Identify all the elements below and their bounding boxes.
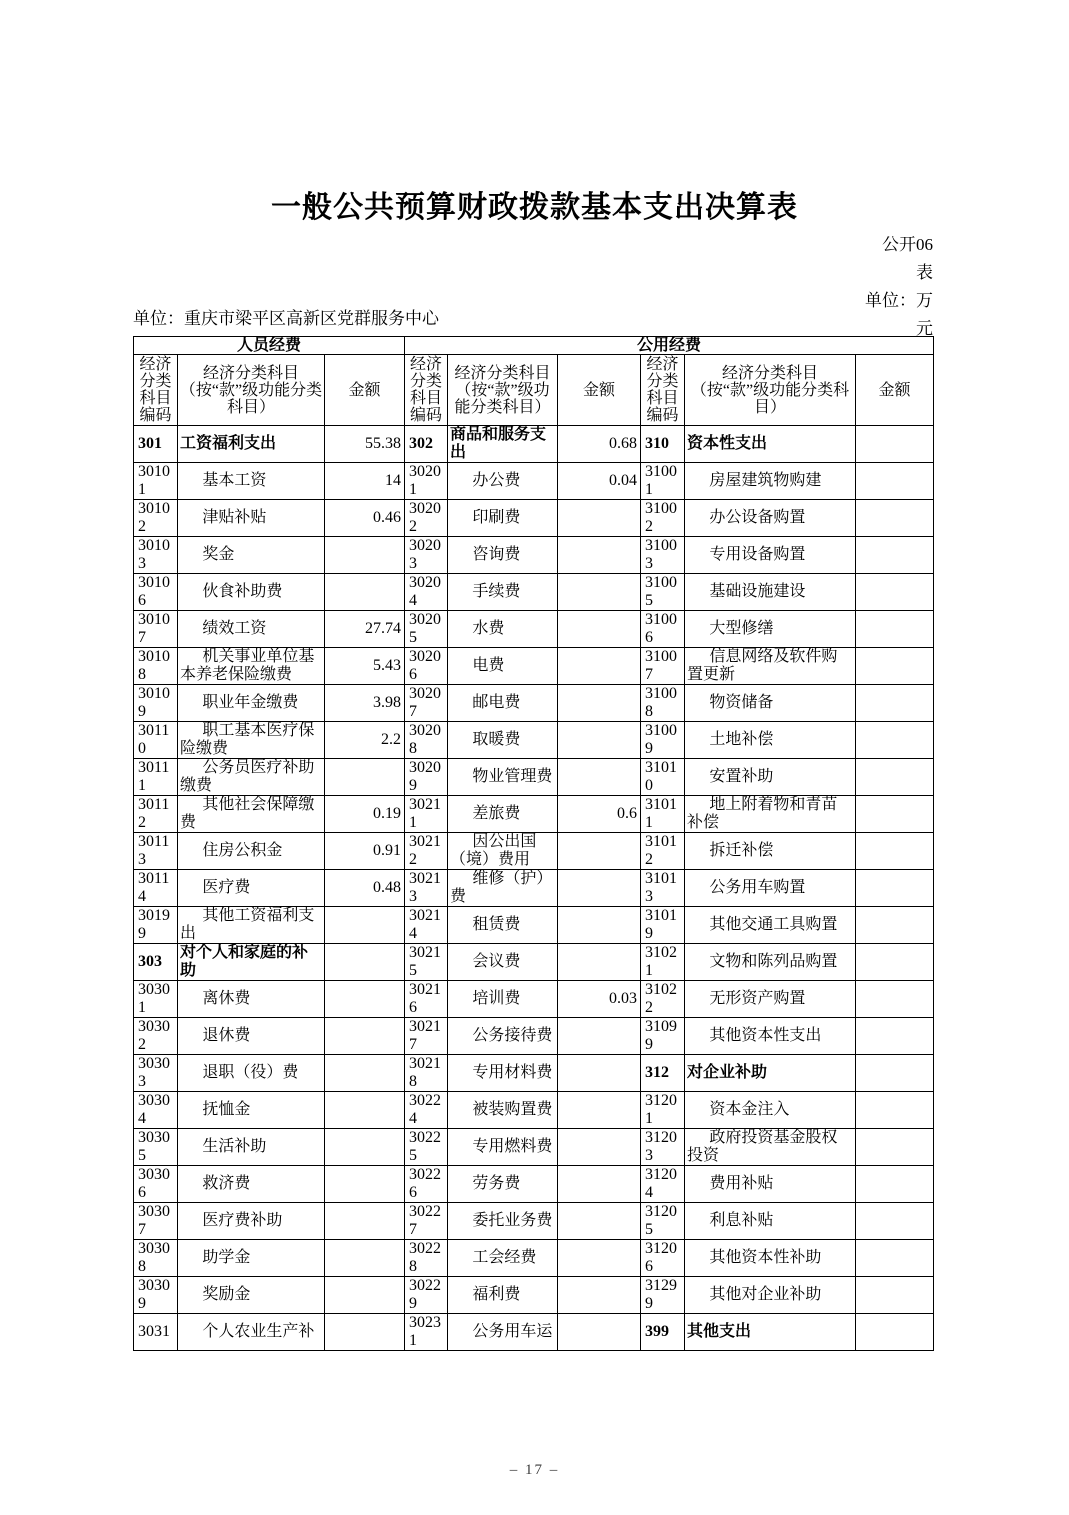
cell-amount: 55.38 (325, 426, 405, 463)
cell-amount (856, 722, 934, 759)
cell-amount (856, 611, 934, 648)
cell-amount (856, 500, 934, 537)
cell-code: 30227 (405, 1203, 448, 1240)
cell-subject: 租赁费 (448, 907, 558, 944)
cell-subject: 办公设备购置 (685, 500, 856, 537)
cell-amount (856, 537, 934, 574)
cell-subject: 劳务费 (448, 1166, 558, 1203)
cell-amount (325, 574, 405, 611)
cell-subject: 其他支出 (685, 1314, 856, 1351)
table-row (134, 611, 934, 648)
cell-amount: 0.04 (558, 463, 641, 500)
cell-code: 30102 (134, 500, 178, 537)
cell-code: 30309 (134, 1277, 178, 1314)
cell-amount (856, 1203, 934, 1240)
cell-amount (856, 944, 934, 981)
cell-subject: 其他资本性补助 (685, 1240, 856, 1277)
cell-subject: 利息补贴 (685, 1203, 856, 1240)
cell-code: 30304 (134, 1092, 178, 1129)
cell-subject: 个人农业生产补 (178, 1314, 325, 1351)
cell-code: 31009 (641, 722, 685, 759)
cell-code: 30211 (405, 796, 448, 833)
cell-amount (856, 426, 934, 463)
cell-subject: 物资储备 (685, 685, 856, 722)
cell-code: 310 (641, 426, 685, 463)
table-row (134, 1129, 934, 1166)
cell-amount (856, 463, 934, 500)
cell-subject: 咨询费 (448, 537, 558, 574)
cell-subject: 奖金 (178, 537, 325, 574)
column-header-code: 经济分类科目编码 (641, 355, 685, 426)
cell-subject: 对企业补助 (685, 1055, 856, 1092)
cell-code: 3031 (134, 1314, 178, 1351)
cell-amount (325, 1018, 405, 1055)
column-header-amount: 金额 (558, 355, 641, 426)
cell-amount (558, 907, 641, 944)
cell-code: 30106 (134, 574, 178, 611)
cell-code: 30201 (405, 463, 448, 500)
unit-of-measure-line: 单位：万 (865, 291, 933, 310)
table-row (134, 537, 934, 574)
cell-subject: 费用补贴 (685, 1166, 856, 1203)
cell-amount: 0.91 (325, 833, 405, 870)
cell-code: 301 (134, 426, 178, 463)
cell-amount (558, 722, 641, 759)
cell-amount: 0.6 (558, 796, 641, 833)
cell-code: 31011 (641, 796, 685, 833)
cell-code: 31022 (641, 981, 685, 1018)
table-row (134, 685, 934, 722)
column-header-amount: 金额 (325, 355, 405, 426)
table-row (134, 722, 934, 759)
cell-amount (856, 870, 934, 907)
cell-subject: 信息网络及软件购置更新 (685, 648, 856, 685)
cell-subject: 机关事业单位基本养老保险缴费 (178, 648, 325, 685)
cell-subject: 水费 (448, 611, 558, 648)
cell-subject: 差旅费 (448, 796, 558, 833)
cell-code: 303 (134, 944, 178, 981)
cell-code: 31013 (641, 870, 685, 907)
cell-subject: 助学金 (178, 1240, 325, 1277)
cell-subject: 商品和服务支出 (448, 426, 558, 463)
cell-amount (856, 1166, 934, 1203)
column-header-code: 经济分类科目编码 (405, 355, 448, 426)
table-row (134, 759, 934, 796)
table-row (134, 944, 934, 981)
cell-code: 30215 (405, 944, 448, 981)
budget-table (133, 336, 934, 1351)
cell-code: 30207 (405, 685, 448, 722)
cell-amount (558, 1092, 641, 1129)
cell-code: 30307 (134, 1203, 178, 1240)
cell-code: 31201 (641, 1092, 685, 1129)
cell-code: 30112 (134, 796, 178, 833)
cell-subject: 抚恤金 (178, 1092, 325, 1129)
cell-code: 30101 (134, 463, 178, 500)
cell-amount (325, 907, 405, 944)
cell-code: 302 (405, 426, 448, 463)
cell-amount (558, 1166, 641, 1203)
cell-subject: 物业管理费 (448, 759, 558, 796)
cell-code: 31019 (641, 907, 685, 944)
cell-amount (325, 759, 405, 796)
cell-code: 31205 (641, 1203, 685, 1240)
cell-subject: 福利费 (448, 1277, 558, 1314)
cell-code: 30204 (405, 574, 448, 611)
cell-amount: 0.68 (558, 426, 641, 463)
cell-subject: 公务接待费 (448, 1018, 558, 1055)
cell-subject: 奖励金 (178, 1277, 325, 1314)
cell-amount (325, 1314, 405, 1351)
column-header-subject: 经济分类科目（按“款”级功能分类科目） (178, 355, 325, 426)
cell-subject: 房屋建筑物购建 (685, 463, 856, 500)
cell-amount (856, 796, 934, 833)
cell-amount (856, 907, 934, 944)
cell-subject: 专用材料费 (448, 1055, 558, 1092)
cell-subject: 公务用车运 (448, 1314, 558, 1351)
page-number: – 17 – (509, 1462, 560, 1478)
cell-code: 31008 (641, 685, 685, 722)
cell-code: 31099 (641, 1018, 685, 1055)
cell-amount: 0.03 (558, 981, 641, 1018)
cell-subject: 拆迁补偿 (685, 833, 856, 870)
table-row (134, 1240, 934, 1277)
page-title: 一般公共预算财政拨款基本支出决算表 (271, 191, 798, 224)
cell-code: 30111 (134, 759, 178, 796)
cell-code: 30302 (134, 1018, 178, 1055)
cell-subject: 其他社会保障缴费 (178, 796, 325, 833)
cell-subject: 基本工资 (178, 463, 325, 500)
cell-subject: 职业年金缴费 (178, 685, 325, 722)
cell-amount (558, 685, 641, 722)
group-header-personnel: 人员经费 (134, 337, 405, 355)
cell-code: 30213 (405, 870, 448, 907)
cell-subject: 专用燃料费 (448, 1129, 558, 1166)
table-row (134, 1055, 934, 1092)
table-row (134, 870, 934, 907)
cell-code: 30110 (134, 722, 178, 759)
cell-subject: 印刷费 (448, 500, 558, 537)
cell-subject: 其他资本性支出 (685, 1018, 856, 1055)
cell-code: 31001 (641, 463, 685, 500)
cell-subject: 地上附着物和青苗补偿 (685, 796, 856, 833)
cell-subject: 工资福利支出 (178, 426, 325, 463)
cell-subject: 取暖费 (448, 722, 558, 759)
cell-code: 30226 (405, 1166, 448, 1203)
cell-subject: 被装购置费 (448, 1092, 558, 1129)
cell-amount (558, 870, 641, 907)
organization-name: 单位：重庆市梁平区高新区党群服务中心 (133, 309, 439, 328)
cell-amount (558, 648, 641, 685)
cell-code: 30205 (405, 611, 448, 648)
cell-amount: 0.48 (325, 870, 405, 907)
cell-amount (325, 981, 405, 1018)
cell-subject: 资本性支出 (685, 426, 856, 463)
cell-amount (856, 1240, 934, 1277)
cell-code: 31012 (641, 833, 685, 870)
table-row (134, 1092, 934, 1129)
cell-amount (856, 759, 934, 796)
cell-code: 30202 (405, 500, 448, 537)
cell-amount (325, 944, 405, 981)
cell-code: 399 (641, 1314, 685, 1351)
cell-amount (325, 1166, 405, 1203)
cell-subject: 伙食补助费 (178, 574, 325, 611)
cell-code: 30203 (405, 537, 448, 574)
cell-amount (856, 981, 934, 1018)
cell-amount (856, 833, 934, 870)
column-header-code: 经济分类科目编码 (134, 355, 178, 426)
cell-subject: 政府投资基金股权投资 (685, 1129, 856, 1166)
cell-code: 31299 (641, 1277, 685, 1314)
cell-subject: 工会经费 (448, 1240, 558, 1277)
form-code-line: 表 (916, 263, 933, 282)
column-header-subject: 经济分类科目（按“款”级功能分类科目） (685, 355, 856, 426)
cell-amount (558, 611, 641, 648)
cell-subject: 住房公积金 (178, 833, 325, 870)
cell-subject: 绩效工资 (178, 611, 325, 648)
cell-code: 30306 (134, 1166, 178, 1203)
cell-code: 31206 (641, 1240, 685, 1277)
cell-amount (325, 1055, 405, 1092)
table-row (134, 796, 934, 833)
unit-of-measure-line: 元 (916, 319, 933, 338)
cell-subject: 资本金注入 (685, 1092, 856, 1129)
cell-amount (558, 1055, 641, 1092)
cell-subject: 公务员医疗补助缴费 (178, 759, 325, 796)
cell-amount (856, 1018, 934, 1055)
cell-subject: 文物和陈列品购置 (685, 944, 856, 981)
cell-amount (558, 1203, 641, 1240)
cell-amount: 3.98 (325, 685, 405, 722)
cell-subject: 退休费 (178, 1018, 325, 1055)
cell-amount (856, 648, 934, 685)
table-row (134, 426, 934, 463)
cell-subject: 会议费 (448, 944, 558, 981)
table-row (134, 574, 934, 611)
table-row (134, 500, 934, 537)
cell-code: 30212 (405, 833, 448, 870)
cell-code: 31002 (641, 500, 685, 537)
table-row (134, 1277, 934, 1314)
cell-code: 30107 (134, 611, 178, 648)
cell-code: 31021 (641, 944, 685, 981)
cell-amount: 0.46 (325, 500, 405, 537)
cell-subject: 土地补偿 (685, 722, 856, 759)
cell-amount (325, 1277, 405, 1314)
cell-code: 30206 (405, 648, 448, 685)
cell-subject: 委托业务费 (448, 1203, 558, 1240)
table-row (134, 1203, 934, 1240)
cell-subject: 手续费 (448, 574, 558, 611)
cell-code: 30199 (134, 907, 178, 944)
column-header-amount: 金额 (856, 355, 934, 426)
form-code-line: 公开06 (882, 235, 933, 254)
cell-amount: 0.19 (325, 796, 405, 833)
cell-code: 30303 (134, 1055, 178, 1092)
cell-subject: 其他工资福利支出 (178, 907, 325, 944)
cell-code: 31003 (641, 537, 685, 574)
cell-subject: 离休费 (178, 981, 325, 1018)
cell-amount (856, 1092, 934, 1129)
cell-amount (558, 944, 641, 981)
cell-amount (558, 1314, 641, 1351)
group-header-public: 公用经费 (405, 337, 934, 355)
column-header-subject: 经济分类科目（按“款”级功能分类科目） (448, 355, 558, 426)
cell-amount (558, 1277, 641, 1314)
cell-subject: 津贴补贴 (178, 500, 325, 537)
cell-subject: 维修（护）费 (448, 870, 558, 907)
cell-amount (856, 574, 934, 611)
cell-code: 30228 (405, 1240, 448, 1277)
table-row (134, 1018, 934, 1055)
cell-code: 30225 (405, 1129, 448, 1166)
cell-code: 31203 (641, 1129, 685, 1166)
cell-code: 30109 (134, 685, 178, 722)
cell-subject: 救济费 (178, 1166, 325, 1203)
cell-code: 30301 (134, 981, 178, 1018)
cell-code: 30305 (134, 1129, 178, 1166)
cell-code: 30231 (405, 1314, 448, 1351)
cell-subject: 职工基本医疗保险缴费 (178, 722, 325, 759)
form-code-block (865, 231, 933, 343)
cell-amount (856, 685, 934, 722)
cell-amount (856, 1277, 934, 1314)
cell-subject: 大型修缮 (685, 611, 856, 648)
cell-subject: 医疗费补助 (178, 1203, 325, 1240)
cell-subject: 因公出国（境）费用 (448, 833, 558, 870)
cell-code: 30218 (405, 1055, 448, 1092)
table-row (134, 648, 934, 685)
cell-amount (558, 500, 641, 537)
table-row (134, 833, 934, 870)
cell-subject: 电费 (448, 648, 558, 685)
cell-amount (558, 1129, 641, 1166)
cell-subject: 邮电费 (448, 685, 558, 722)
cell-subject: 无形资产购置 (685, 981, 856, 1018)
table-row (134, 1166, 934, 1203)
cell-subject: 其他对企业补助 (685, 1277, 856, 1314)
table-row (134, 1314, 934, 1351)
cell-code: 30224 (405, 1092, 448, 1129)
cell-subject: 生活补助 (178, 1129, 325, 1166)
cell-code: 30113 (134, 833, 178, 870)
cell-amount (856, 1055, 934, 1092)
cell-code: 312 (641, 1055, 685, 1092)
cell-code: 30214 (405, 907, 448, 944)
table-row (134, 907, 934, 944)
cell-code: 30108 (134, 648, 178, 685)
cell-subject: 退职（役）费 (178, 1055, 325, 1092)
cell-code: 31204 (641, 1166, 685, 1203)
cell-code: 31006 (641, 611, 685, 648)
cell-subject: 安置补助 (685, 759, 856, 796)
cell-amount: 5.43 (325, 648, 405, 685)
cell-code: 30217 (405, 1018, 448, 1055)
cell-amount (325, 1240, 405, 1277)
table-row (134, 463, 934, 500)
cell-amount: 27.74 (325, 611, 405, 648)
cell-amount (558, 574, 641, 611)
cell-amount: 2.2 (325, 722, 405, 759)
cell-code: 30208 (405, 722, 448, 759)
cell-subject: 基础设施建设 (685, 574, 856, 611)
cell-code: 30114 (134, 870, 178, 907)
cell-amount (856, 1314, 934, 1351)
cell-amount: 14 (325, 463, 405, 500)
cell-amount (325, 1129, 405, 1166)
cell-amount (558, 759, 641, 796)
cell-code: 30229 (405, 1277, 448, 1314)
cell-amount (325, 537, 405, 574)
cell-subject: 公务用车购置 (685, 870, 856, 907)
table-body (134, 426, 934, 1351)
cell-subject: 办公费 (448, 463, 558, 500)
column-header-row (134, 355, 934, 426)
cell-amount (558, 1240, 641, 1277)
cell-amount (558, 1018, 641, 1055)
cell-amount (325, 1092, 405, 1129)
cell-code: 30308 (134, 1240, 178, 1277)
cell-amount (856, 1129, 934, 1166)
cell-amount (558, 537, 641, 574)
cell-code: 30103 (134, 537, 178, 574)
cell-subject: 其他交通工具购置 (685, 907, 856, 944)
group-header-row (134, 337, 934, 355)
cell-subject: 专用设备购置 (685, 537, 856, 574)
cell-code: 31010 (641, 759, 685, 796)
cell-code: 31007 (641, 648, 685, 685)
cell-subject: 医疗费 (178, 870, 325, 907)
cell-subject: 培训费 (448, 981, 558, 1018)
cell-code: 31005 (641, 574, 685, 611)
cell-subject: 对个人和家庭的补助 (178, 944, 325, 981)
cell-code: 30216 (405, 981, 448, 1018)
cell-amount (558, 833, 641, 870)
cell-code: 30209 (405, 759, 448, 796)
cell-amount (325, 1203, 405, 1240)
table-row (134, 981, 934, 1018)
